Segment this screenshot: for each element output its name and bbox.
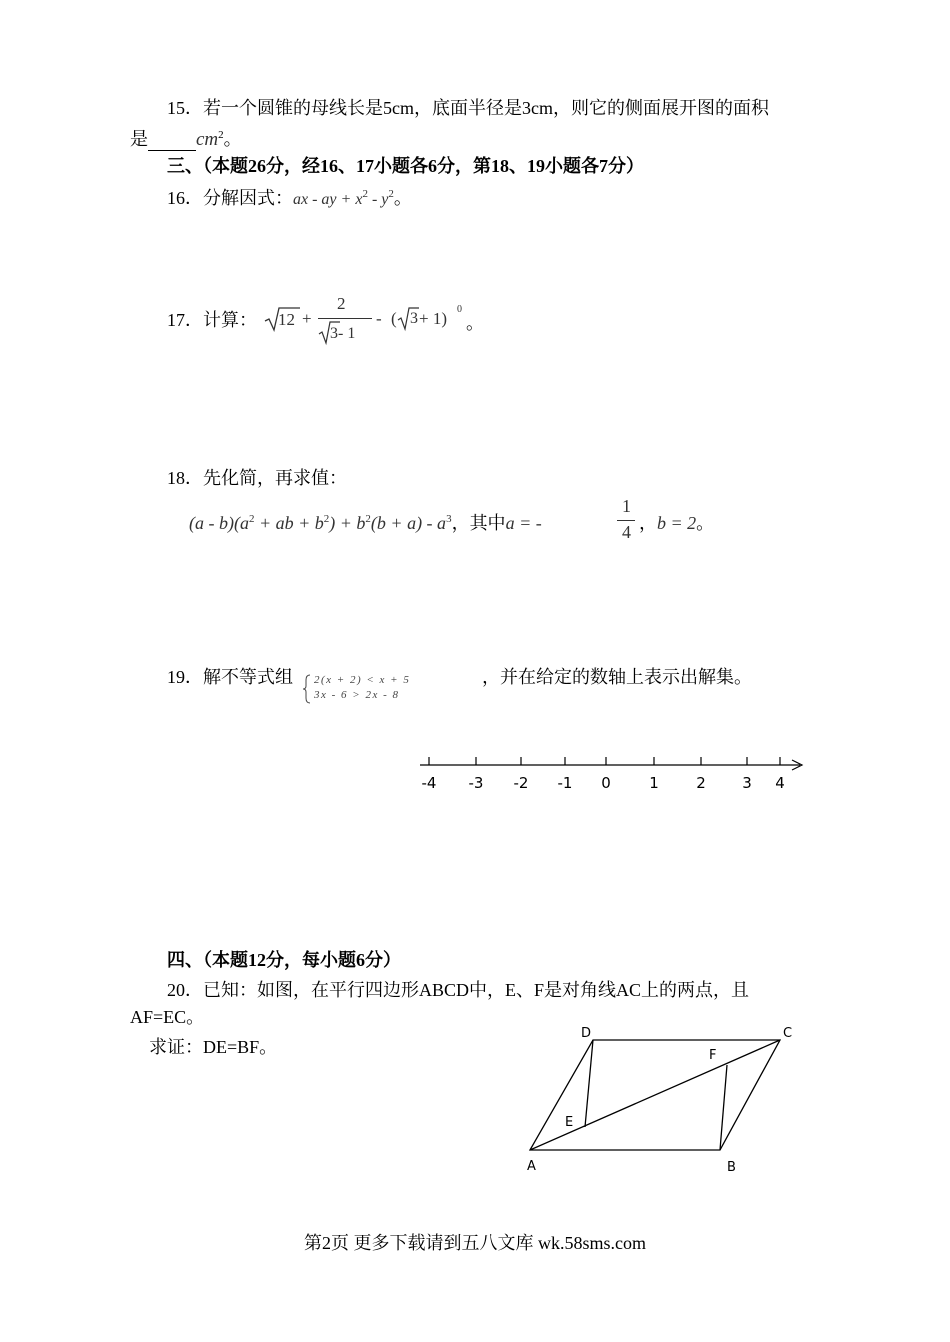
number-line-label: 4 [775,774,785,792]
q15-unit: cm [196,129,219,150]
q16-expr-a: ax - ay + x [293,191,363,208]
q15-unit-exp: 2 [218,129,224,141]
q18-frac-den: 4 [622,522,631,542]
section3-title: 三、（本题26分，经16、17小题各6分，第18、19小题各7分） [167,156,644,176]
q18-frac-num: 1 [622,496,631,516]
q17-root3: 3 [410,310,418,327]
q17-frac-bar [318,318,372,319]
q16-suffix: 。 [393,188,412,208]
q18-e4: 3 [446,513,452,525]
label-e: E [565,1115,574,1130]
q18-expression [189,497,749,547]
q17-label: 17．计算： [167,310,257,330]
q16-exp1: 2 [362,188,368,200]
number-line-label: 2 [696,774,706,792]
q16-exp2: 2 [388,188,394,200]
q18-expr-b: + ab + b [254,513,324,533]
q19-ineq2: 3x - 6 > 2x - 8 [314,689,400,701]
q18-b-eq: b = 2 [657,513,697,533]
q17-paren-open: ( [391,309,397,328]
q18-e2: 2 [323,513,330,525]
q18-comma2: ， [639,513,657,533]
q19-brace [302,674,312,704]
q17-plus: + [302,309,312,328]
q15-answer-blank [148,132,196,151]
q18-frac-bar [617,520,635,521]
section4-title: 四、（本题12分，每小题6分） [167,950,401,970]
number-line-label: -4 [421,774,437,792]
q15-line2 [130,124,242,151]
q15-line1: 15．若一个圆锥的母线长是5cm，底面半径是3cm，则它的侧面展开图的面积 [167,98,769,118]
q18-e3: 2 [365,513,371,525]
q18-expr-a: (a - b)(a [189,513,249,533]
q17-minus: - [376,309,382,328]
q18-expr-d: (b + a) - a [370,513,447,533]
q20-line2: AF=EC。 [130,1007,205,1027]
q19-label: 19．解不等式组 [167,667,293,687]
q19-system [302,674,482,706]
label-c: C [783,1026,793,1041]
page-footer: 第2页 更多下载请到五八文库 wk.58sms.com [304,1233,646,1253]
q15-prefix: 是 [130,129,148,149]
q16 [167,183,412,211]
q18-expr-c: ) + b [329,513,366,533]
q20-prove: 求证：DE=BF。 [149,1037,278,1057]
q17-exp0: 0 [457,304,462,315]
q20-line1: 20．已知：如图，在平行四边形ABCD中，E、F是对角线AC上的两点，且 [167,980,750,1000]
q17-frac-num: 2 [337,294,346,313]
q17-den-rest: - 1 [338,325,356,342]
number-line-label: -1 [557,774,573,792]
q17-expression [264,296,484,348]
label-b: B [727,1160,736,1175]
sqrt12-radicand: 12 [278,310,295,329]
q18-comma1: ， [451,513,470,533]
parallelogram-figure [515,1020,805,1180]
q18-where: 其中 [469,513,506,533]
q16-label: 16．分解因式： [167,188,293,208]
q17-den-root: 3 [330,325,338,342]
q19-tail: ，并在给定的数轴上表示出解集。 [482,667,752,687]
q18-a-eq: a = - [505,513,542,533]
number-line-label: 0 [601,774,611,792]
q17-plus1: + 1) [419,309,447,328]
label-f: F [709,1048,717,1063]
q15-suffix: 。 [223,129,242,149]
q16-expr-b: - y [367,191,389,208]
label-d: D [581,1026,592,1041]
q18-suffix: 。 [696,513,715,533]
number-line-label: -3 [468,774,484,792]
q17-suffix: 。 [466,313,484,333]
q19-ineq1: 2(x + 2) < x + 5 [314,674,411,686]
number-line [410,748,820,798]
q18-label: 18．先化简，再求值： [167,468,347,488]
segment-bf [720,1065,727,1150]
label-a: A [527,1159,536,1174]
q18-e1: 2 [248,513,255,525]
number-line-label: -2 [513,774,529,792]
number-line-label: 1 [649,774,659,792]
number-line-label: 3 [742,774,752,792]
diagonal-ac [530,1040,780,1150]
